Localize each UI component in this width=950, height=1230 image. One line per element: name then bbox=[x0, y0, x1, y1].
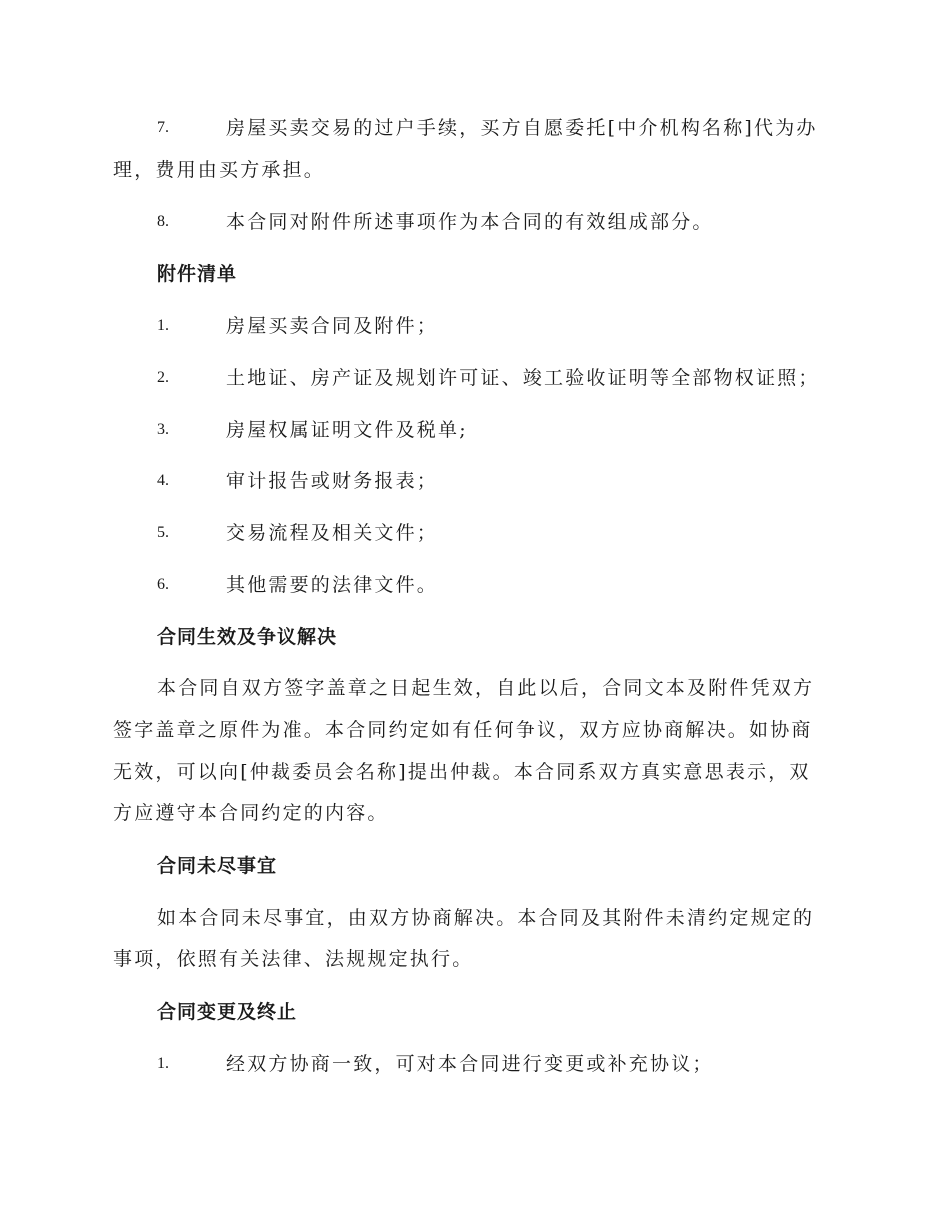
list-number: 6. bbox=[157, 576, 169, 593]
list-item-continuation: 理，费用由买方承担。 bbox=[113, 159, 326, 181]
paragraph-line: 无效，可以向[仲裁委员会名称]提出仲裁。本合同系双方真实意思表示，双 bbox=[113, 761, 811, 783]
paragraph-line: 本合同自双方签字盖章之日起生效，自此以后，合同文本及附件凭双方 bbox=[157, 677, 815, 699]
list-number: 5. bbox=[157, 524, 169, 541]
section-heading-attachments: 附件清单 bbox=[157, 263, 238, 285]
section-heading-unfinished: 合同未尽事宜 bbox=[157, 855, 278, 877]
list-number: 2. bbox=[157, 369, 169, 386]
paragraph-line: 签字盖章之原件为准。本合同约定如有任何争议，双方应协商解决。如协商 bbox=[113, 719, 813, 741]
list-number: 1. bbox=[157, 317, 169, 334]
list-item-text: 经双方协商一致，可对本合同进行变更或补充协议； bbox=[226, 1053, 714, 1075]
section-heading-effect: 合同生效及争议解决 bbox=[157, 626, 338, 648]
list-item-text: 房屋买卖交易的过户手续，买方自愿委托[中介机构名称]代为办 bbox=[226, 117, 818, 139]
list-item-text: 交易流程及相关文件； bbox=[226, 522, 439, 544]
list-number: 4. bbox=[157, 472, 169, 489]
list-item-text: 房屋买卖合同及附件； bbox=[226, 315, 439, 337]
list-number: 7. bbox=[157, 119, 169, 136]
list-item-text: 本合同对附件所述事项作为本合同的有效组成部分。 bbox=[226, 211, 714, 233]
section-heading-change: 合同变更及终止 bbox=[157, 1001, 298, 1023]
list-item-text: 房屋权属证明文件及税单; bbox=[226, 419, 468, 441]
paragraph-line: 如本合同未尽事宜，由双方协商解决。本合同及其附件未清约定规定的 bbox=[157, 907, 815, 929]
list-item-text: 审计报告或财务报表； bbox=[226, 470, 439, 492]
paragraph-line: 事项，依照有关法律、法规规定执行。 bbox=[113, 948, 474, 970]
list-number: 1. bbox=[157, 1055, 169, 1072]
list-item-text: 其他需要的法律文件。 bbox=[226, 574, 439, 596]
list-number: 3. bbox=[157, 421, 169, 438]
list-item-text: 土地证、房产证及规划许可证、竣工验收证明等全部物权证照； bbox=[226, 367, 820, 389]
list-number: 8. bbox=[157, 213, 169, 230]
paragraph-line: 方应遵守本合同约定的内容。 bbox=[113, 802, 389, 824]
